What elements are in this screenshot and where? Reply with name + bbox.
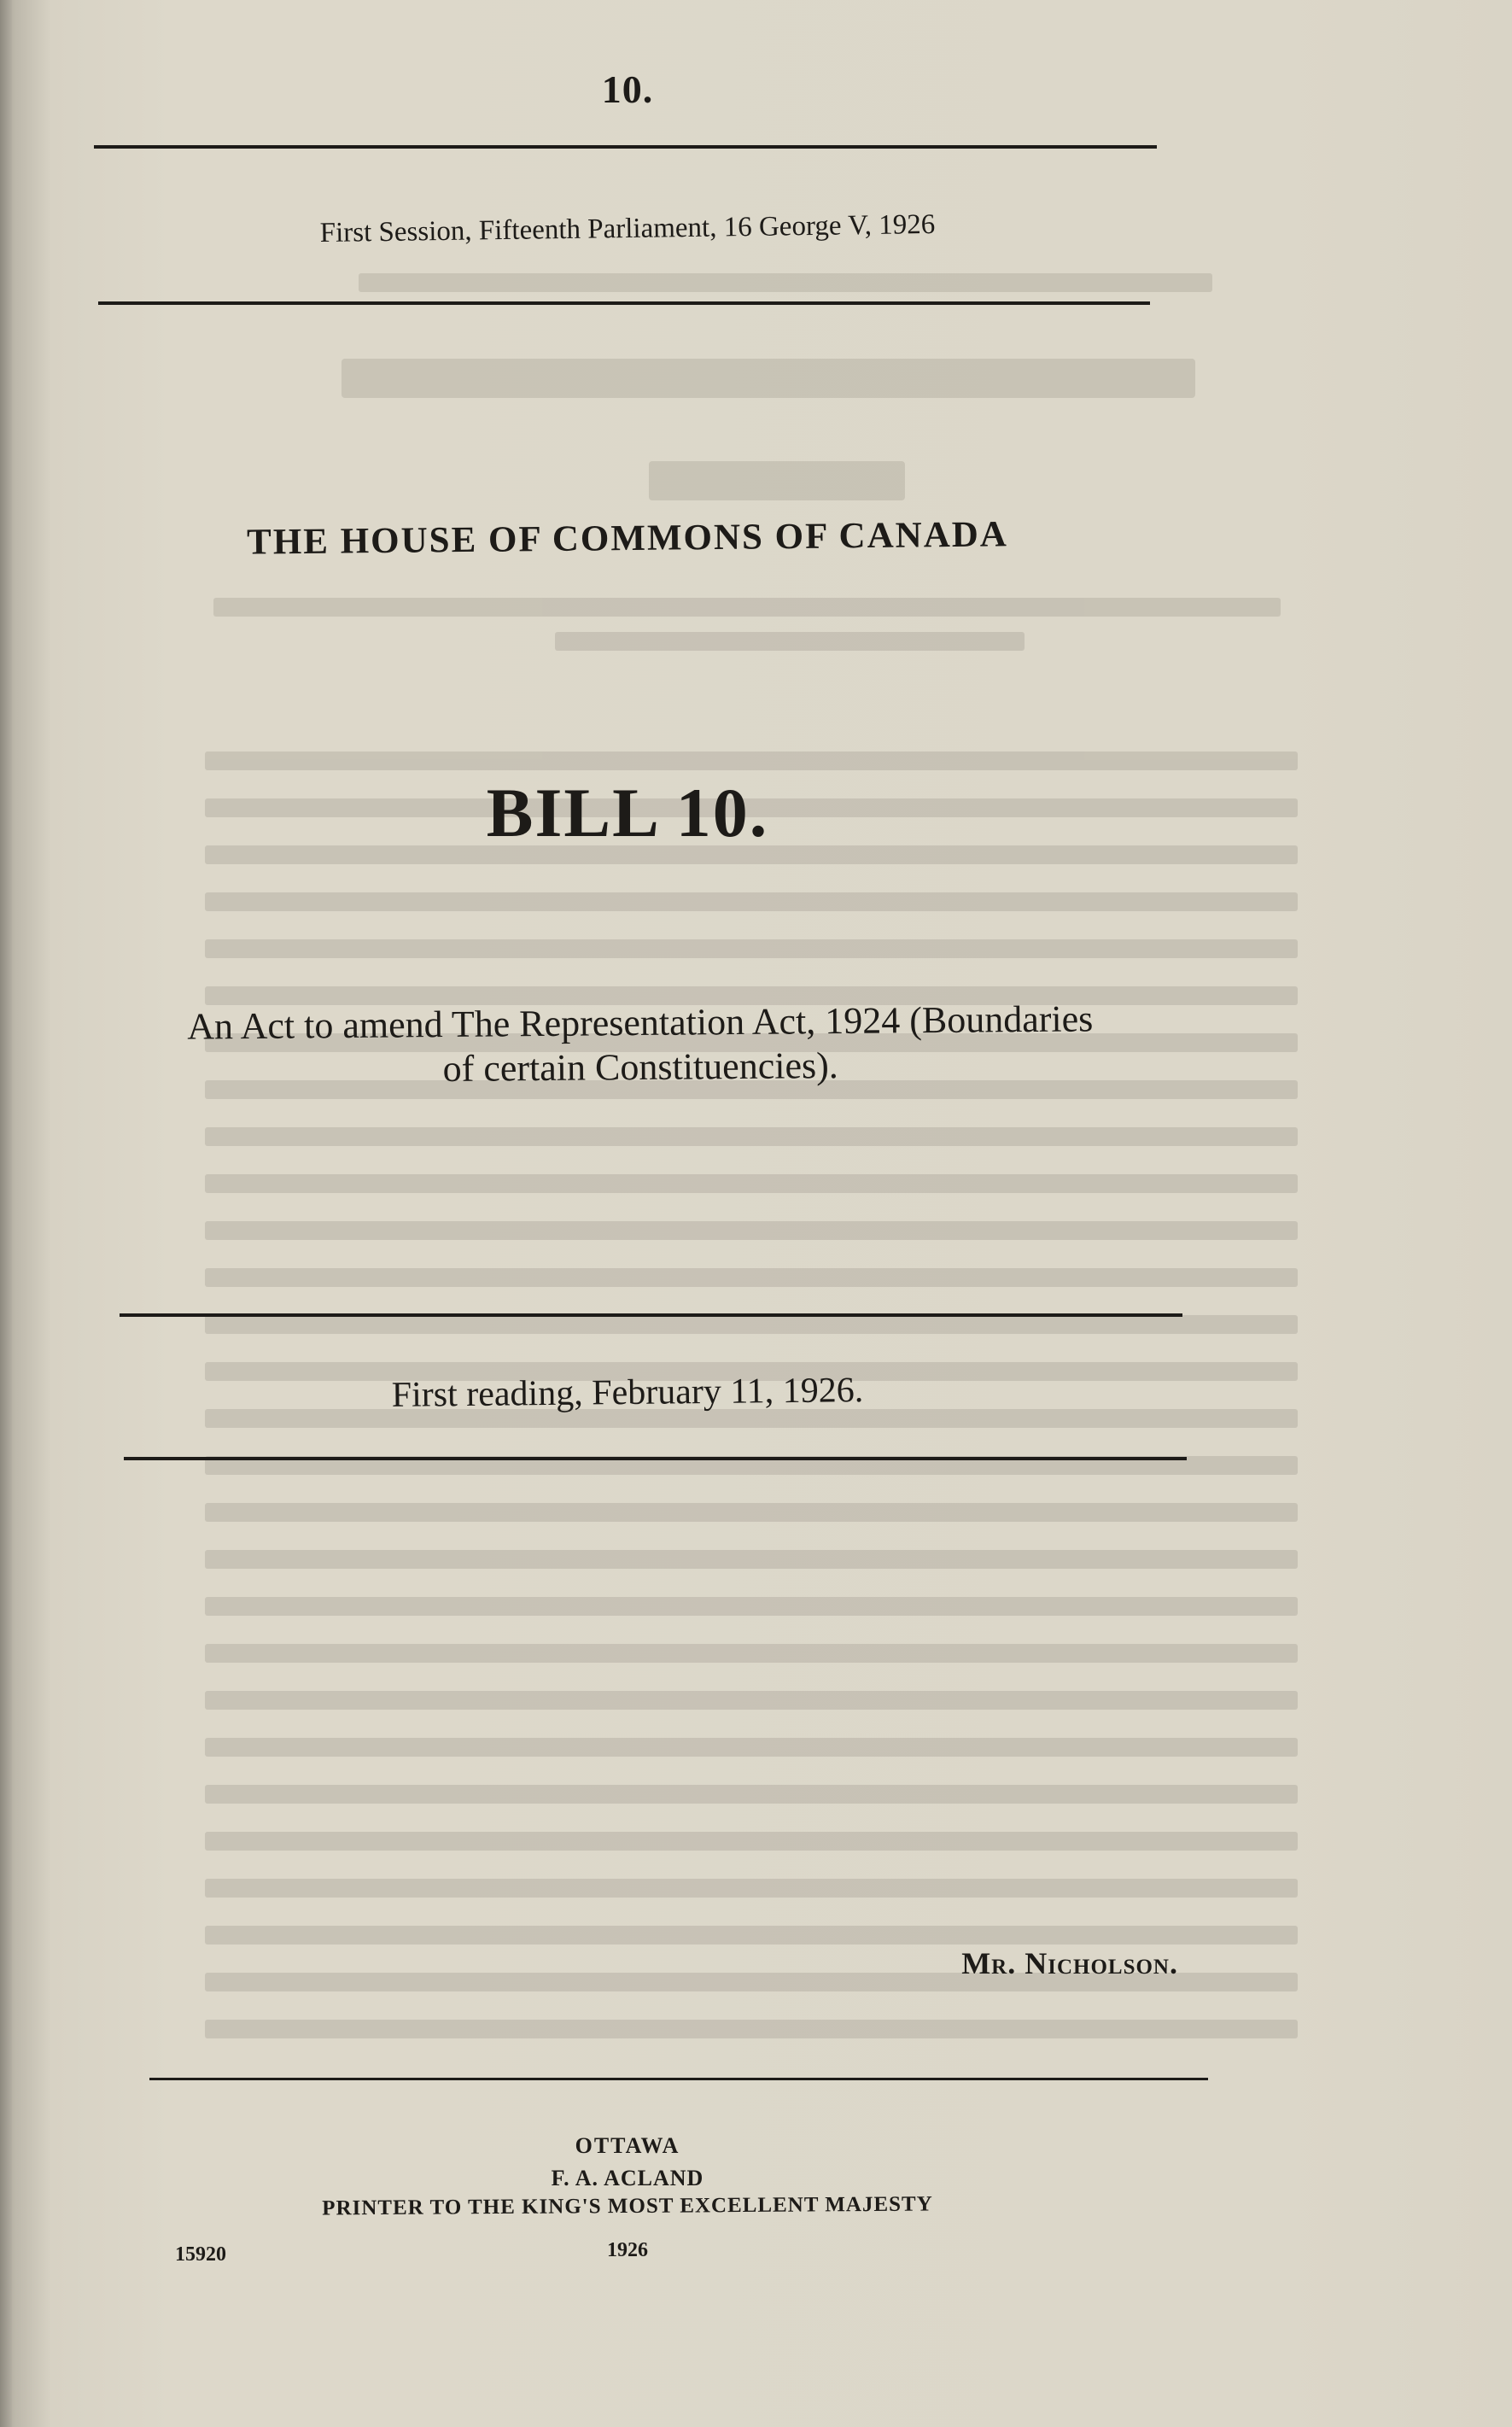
act-title-line-1: An Act to amend The Representation Act, 1924 (Boundaries — [187, 997, 1094, 1048]
sponsor-name: Mr. Nicholson. — [961, 1946, 1178, 1980]
reading-bottom-rule — [124, 1457, 1187, 1460]
binding-edge — [0, 0, 12, 2427]
session-line: First Session, Fifteenth Parliament, 16 George V, 1926 — [319, 208, 936, 249]
printer-name: F. A. ACLAND — [551, 2166, 704, 2190]
top-rule — [94, 145, 1157, 149]
print-number: 15920 — [175, 2243, 226, 2266]
house-heading: THE HOUSE OF COMMONS OF CANADA — [246, 514, 1009, 563]
session-rule — [98, 301, 1150, 305]
reading-top-rule — [120, 1313, 1182, 1317]
act-title — [77, 996, 1205, 1095]
imprint-rule — [149, 2078, 1208, 2080]
first-reading: First reading, February 11, 1926. — [391, 1371, 864, 1415]
printer-city: OTTAWA — [575, 2133, 680, 2158]
printer-title: PRINTER TO THE KING'S MOST EXCELLENT MAJESTY — [322, 2192, 933, 2220]
bill-number-header: 10. — [601, 67, 654, 111]
act-title-line-2: of certain Constituencies). — [442, 1044, 838, 1091]
bill-title: BILL 10. — [486, 774, 769, 851]
printer-year: 1926 — [607, 2239, 648, 2261]
